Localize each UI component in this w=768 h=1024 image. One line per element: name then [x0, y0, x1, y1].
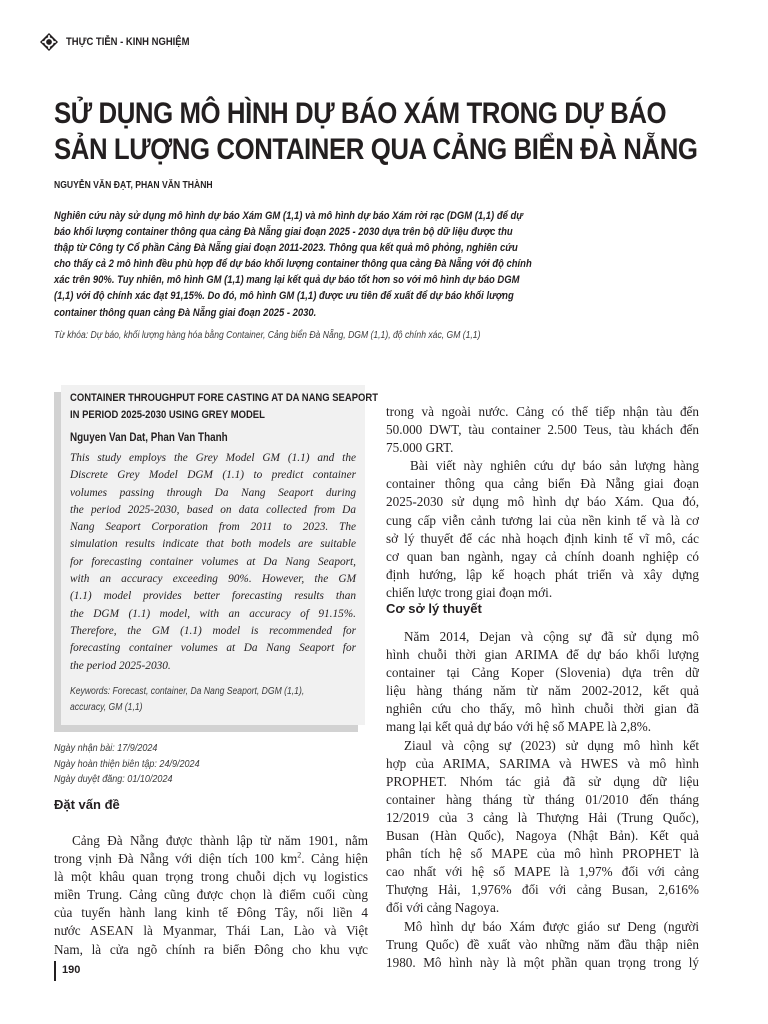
body-line: phân tích hệ số MAPE của mô hình PROPHET là: [386, 846, 699, 862]
date-received: Ngày nhận bài: 17/9/2024: [54, 742, 158, 754]
english-abstract-line: Nang Seaport Corporation from 2011 to 2023. The: [70, 521, 356, 534]
english-abstract-line: simulation results indicate that both models are suitable: [70, 538, 356, 551]
body-line: nước ASEAN là Myanmar, Thái Lan, Lào và Việt: [54, 923, 368, 939]
english-title-line: CONTAINER THROUGHPUT FORE CASTING AT DA NANG SEAPORT: [70, 392, 378, 404]
body-line: mang lại kết quả dự báo với hệ số MAPE là 2,8%.: [386, 719, 652, 735]
abstract-line: cho thấy cả 2 mô hình đều phù hợp để dự báo khối lượng container thông qua cảng Đà Nẵng với độ chính: [54, 258, 532, 271]
english-abstract-line: the period 2025-2030.: [70, 659, 171, 672]
body-line: Cảng Đà Nẵng được thành lập từ năm 1901, nằm: [72, 833, 368, 848]
english-abstract-line: with an accuracy exceeding 90%. However, the GM: [70, 573, 356, 586]
english-title-line: IN PERIOD 2025-2030 USING GREY MODEL: [70, 409, 265, 421]
diamond-emblem-icon: [40, 33, 58, 51]
abstract-line: container thông quan cảng Đà Nẵng giai đoạn 2025 - 2030.: [54, 306, 317, 319]
section-tag: [40, 32, 210, 52]
body-line: 1980. Mô hình này là một phần quan trọng trong lý: [386, 954, 699, 970]
english-keywords-line: Keywords: Forecast, container, Da Nang Seaport, DGM (1,1),: [70, 686, 305, 697]
body-line: Mô hình dự báo Xám được giáo sư Deng (người: [404, 918, 699, 934]
heading-introduction: Đặt vấn đề: [54, 797, 120, 812]
abstract-line: (1,1) với độ chính xác đạt 91,15%. Do đó, mô hình GM (1,1) được ưu tiên để xuất để dự báo khối lượng: [54, 290, 514, 303]
body-line: 50.000 DWT, tàu container 2.500 Teus, tàu khách đến: [386, 422, 699, 438]
article-title: [54, 96, 698, 168]
body-line: Năm 2014, Dejan và cộng sự đã sử dụng mô: [404, 629, 699, 644]
section-label: THỰC TIỄN - KINH NGHIỆM: [66, 36, 190, 48]
english-abstract-line: forecasting container volumes at Da Nang Seaport for: [70, 642, 356, 655]
theory-text: [386, 628, 699, 972]
body-line: trong và ngoài nước. Cảng có thể tiếp nhận tàu đến: [386, 404, 699, 419]
body-line: chiến lược trong giai đoạn mới.: [386, 584, 553, 600]
english-abstract-line: Therefore, the GM (1.1) model is recommended for: [70, 624, 356, 637]
body-line: 2025-2030 sử dụng mô hình dự báo Xám. Qua đó,: [386, 494, 699, 510]
english-abstract-line: for forecasting container volumes at Da Nang Seaport,: [70, 555, 356, 568]
english-abstract-line: (1.1) model provides better forecasting results than: [70, 590, 356, 603]
english-abstract-line: Discrete Grey Model DGM (1.1) to predict container: [70, 469, 356, 482]
english-title: [70, 390, 378, 424]
vietnamese-keywords: Từ khóa: Dự báo, khối lượng hàng hóa bằng Container, Cảng biển Đà Nẵng, DGM (1,1), độ chính xác, GM (1,1): [54, 330, 481, 341]
body-line: cơ quan ban ngành, ngay cả chính doanh nghiệp có: [386, 548, 699, 564]
title-line: SẢN LƯỢNG CONTAINER QUA CẢNG BIỂN ĐÀ NẴNG: [54, 133, 698, 166]
vietnamese-abstract: [54, 208, 647, 321]
title-line: SỬ DỤNG MÔ HÌNH DỰ BÁO XÁM TRONG DỰ BÁO: [54, 97, 667, 130]
article-authors: NGUYỄN VĂN ĐẠT, PHAN VĂN THÀNH: [54, 180, 213, 191]
body-line: của tuyến hành lang kinh tế Đông Tây, nối liền 4: [54, 905, 368, 921]
english-keywords: [70, 684, 304, 715]
heading-theory: Cơ sở lý thuyết: [386, 601, 482, 616]
body-line: miền Trung. Cảng cũng được chọn là điểm cuối cùng: [54, 887, 368, 903]
page-number-rule: [54, 961, 56, 981]
date-edited: Ngày hoàn thiện biên tập: 24/9/2024: [54, 757, 200, 770]
abstract-line: xác trên 90%. Tuy nhiên, mô hình GM (1,1) mang lại kết quả dự báo tốt hơn so với mô hình dự báo DGM: [54, 274, 520, 287]
body-line: Bài viết này nghiên cứu dự báo sản lượng hàng: [410, 458, 699, 474]
body-line: PROPHET. Nhóm tác giả đã sử dụng dữ liệu: [386, 773, 699, 789]
body-line: Ziaul và cộng sự (2023) sử dụng mô hình kết: [404, 737, 699, 753]
body-line: cung cấp viễn cảnh tương lai của nền kinh tế và là cơ: [386, 512, 699, 528]
body-line: trong vịnh Đà Nẵng với diện tích 100 $km^2$. Cảng hiện: [54, 850, 368, 867]
superscript: 2: [297, 850, 302, 860]
body-line: định hướng, lập kế hoạch phát triển và xây dựng: [386, 566, 699, 582]
date-approved: Ngày duyệt đăng: 01/10/2024: [54, 773, 173, 786]
page-number: 190: [62, 964, 81, 976]
english-authors: Nguyen Van Dat, Phan Van Thanh: [70, 432, 228, 444]
english-abstract-line: the period 2025-2030, based on data collected from Da: [70, 503, 356, 516]
body-line: container thông qua cảng biển Đà Nẵng giai đoạn: [386, 476, 699, 492]
abstract-line: báo khối lượng container thông qua cảng Đà Nẵng giai đoạn 2025 - 2030 dựa trên bộ dữ liệu được thu: [54, 226, 513, 239]
english-abstract-line: This study employs the Grey Model GM (1.1) and the: [70, 452, 356, 464]
body-line: Thượng Hải, 1,976% đối với cảng Busan, 2,616%: [386, 882, 699, 898]
body-line: đối với cảng Nagoya.: [386, 900, 500, 916]
introduction-text-continued: [386, 403, 699, 602]
english-keywords-line: accuracy, GM (1,1): [70, 701, 143, 713]
english-abstract-line: volumes passing through Da Nang Seaport during: [70, 486, 356, 499]
body-line: Nam, là cửa ngõ chính ra biển Đông cho khu vực: [54, 941, 368, 957]
article-dates: [54, 741, 200, 788]
body-line: container tại Cảng Koper (Slovenia) dựa trên dữ: [386, 665, 699, 681]
abstract-line: thập từ Công ty Cổ phần Cảng Đà Nẵng giai đoạn 2011-2023. Thông qua kết quả mô phỏng, nghiên cứu: [54, 242, 518, 255]
body-line: 75.000 GRT.: [386, 440, 454, 456]
english-abstract-line: the DGM (1.1) model, with an accuracy of 91.15%.: [70, 607, 356, 620]
body-line: hình chuỗi thời gian ARIMA để dự báo khối lượng: [386, 647, 699, 663]
body-line: Trung Quốc) đề xuất vào những năm đầu thập niên: [386, 936, 699, 952]
body-line: hợp của ARIMA, SARIMA và HWES và mô hình: [386, 755, 699, 771]
body-line: liệu hàng tháng năm từ năm 2002-2012, kết quả: [386, 683, 699, 699]
body-line: Busan (Hàn Quốc), Nagoya (Nhật Bản). Kết quả: [386, 828, 699, 844]
body-line: 12/2019 của 3 cảng là Thượng Hải (Trung Quốc),: [386, 809, 699, 825]
body-line: cao nhất với hệ số MAPE là 1,97% đối với cảng: [386, 864, 699, 880]
body-line: container hàng tháng từ tháng 01/2010 đến tháng: [386, 791, 699, 807]
introduction-text: [54, 832, 368, 959]
body-line: là một khâu quan trọng trong chuỗi dịch vụ logistics: [54, 869, 368, 885]
abstract-line: Nghiên cứu này sử dụng mô hình dự báo Xám GM (1,1) và mô hình dự báo Xám rời rạc (DGM (1,1) để dự: [54, 210, 524, 222]
body-line: sở lý thuyết để các nhà hoạch định kinh tế vĩ mô, các: [386, 530, 699, 546]
body-line: nghiên cứu cho thấy, mô hình chuỗi thời gian đã: [386, 701, 699, 717]
english-abstract: [70, 450, 356, 675]
